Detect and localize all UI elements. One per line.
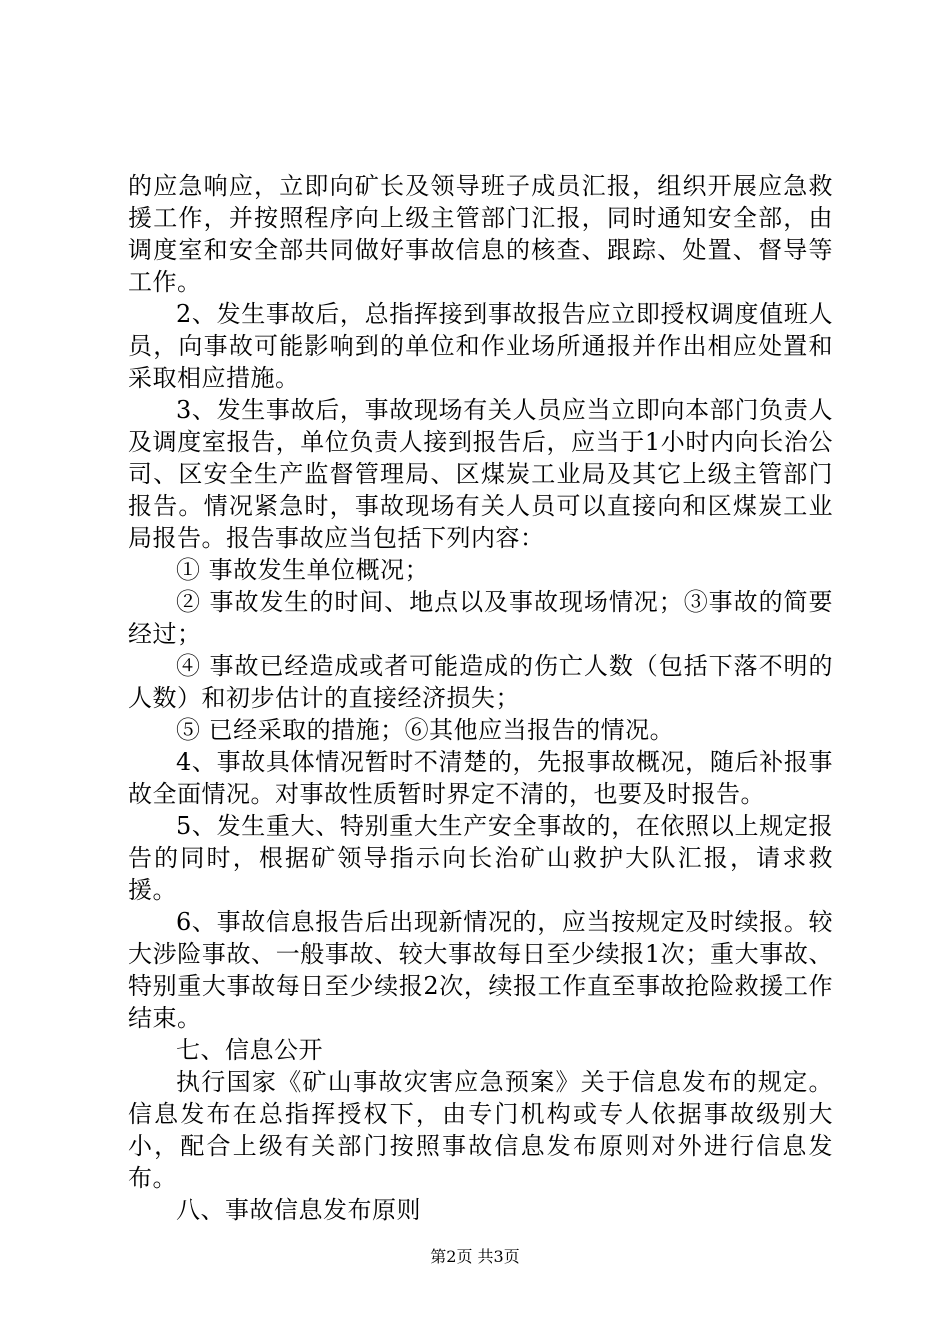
document-body bbox=[128, 170, 833, 1226]
paragraph-item-6: 6、事故信息报告后出现新情况的，应当按规定及时续报。较大涉险事故、一般事故、较大事故每日至少续报1次；重大事故、特别重大事故每日至少续报2次，续报工作直至事故抢险救援工作结束。 bbox=[128, 908, 833, 1032]
paragraph-content-1: ① 事故发生单位概况； bbox=[176, 556, 430, 584]
paragraph-item-3: 3、发生事故后，事故现场有关人员应当立即向本部门负责人及调度室报告，单位负责人接到报告后，应当于1小时内向长治公司、区安全生产监督管理局、区煤炭工业局及其它上级主管部门报告。情况紧急时，事故现场有关人员可以直接向和区煤炭工业局报告。报告事故应当包括下列内容： bbox=[128, 396, 833, 552]
paragraph-content-4: ④ 事故已经造成或者可能造成的伤亡人数（包括下落不明的人数）和初步估计的直接经济损失； bbox=[128, 652, 833, 712]
paragraph-information-disclosure: 执行国家《矿山事故灾害应急预案》关于信息发布的规定。信息发布在总指挥授权下，由专门机构或专人依据事故级别大小，配合上级有关部门按照事故信息发布原则对外进行信息发布。 bbox=[128, 1068, 833, 1192]
paragraph-content-2-3: ② 事故发生的时间、地点以及事故现场情况；③事故的简要经过； bbox=[128, 588, 833, 648]
paragraph-item-2: 2、发生事故后，总指挥接到事故报告应立即授权调度值班人员，向事故可能影响到的单位和作业场所通报并作出相应处置和采取相应措施。 bbox=[128, 300, 833, 392]
paragraph-item-4: 4、事故具体情况暂时不清楚的，先报事故概况，随后补报事故全面情况。对事故性质暂时界定不清的，也要及时报告。 bbox=[128, 748, 833, 808]
section-heading-release-principles: 八、事故信息发布原则 bbox=[176, 1196, 421, 1224]
paragraph-content-5-6: ⑤ 已经采取的措施；⑥其他应当报告的情况。 bbox=[176, 716, 675, 744]
section-heading-information-disclosure: 七、信息公开 bbox=[176, 1036, 323, 1064]
page-number-footer: 第2页 共3页 bbox=[430, 1247, 520, 1266]
paragraph-emergency-response: 的应急响应，立即向矿长及领导班子成员汇报，组织开展应急救援工作，并按照程序向上级主管部门汇报，同时通知安全部，由调度室和安全部共同做好事故信息的核查、跟踪、处置、督导等工作。 bbox=[128, 172, 833, 296]
paragraph-item-5: 5、发生重大、特别重大生产安全事故的，在依照以上规定报告的同时，根据矿领导指示向长治矿山救护大队汇报，请求救援。 bbox=[128, 812, 833, 904]
